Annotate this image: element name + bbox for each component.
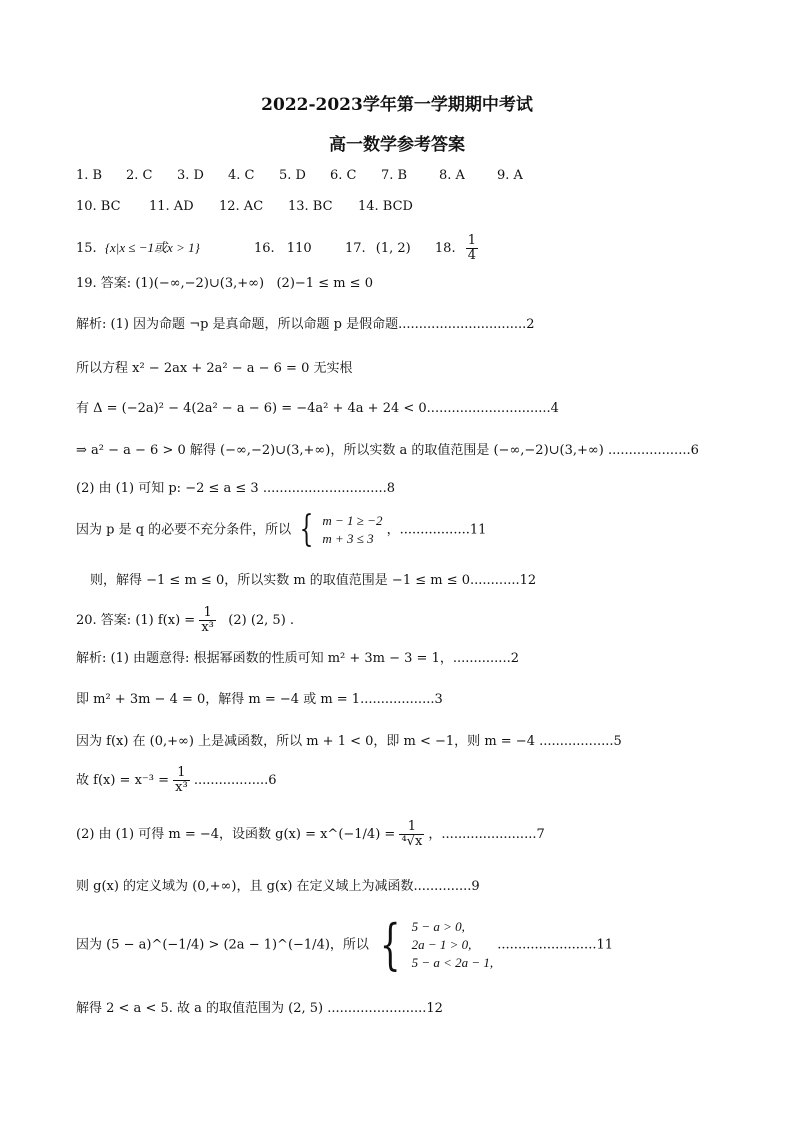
q20-solution-line-5 [76,820,545,849]
q20-l5-prefix: (2) 由 (1) 可得 m = −4，设函数 g(x) = x^(−1/4) = [76,827,396,842]
q16-label: 16. [253,241,275,256]
choice-answer: 1. B [76,168,103,183]
numerator: 1 [173,766,190,781]
q20-l4-prefix: 故 f(x) = x⁻³ = [76,773,170,788]
q19-answer-part2: (2)−1 ≤ m ≤ 0 [276,276,373,291]
q20-answer-part2: (2) (2, 5) . [228,613,295,628]
q15-answer: {x|x ≤ −1或x > 1} [104,240,200,255]
choice-answer: 3. D [177,168,204,183]
q19-answer-prefix: 19. 答案: [76,276,136,291]
choice-answer: 2. C [126,168,153,183]
choice-answer: 4. C [228,168,255,183]
q20-solution-line-1: 解析: (1) 由题意得: 根据幂函数的性质可知 m² + 3m − 3 = 1，..............2 [76,651,519,666]
q20-solution-line-2: 即 m² + 3m − 4 = 0，解得 m = −4 或 m = 1..................3 [76,692,443,707]
q20-l4-fraction [173,766,190,795]
choice-answer: 6. C [330,168,357,183]
q19-l6-suffix: ，.................11 [386,522,487,538]
q20-answer-fraction [199,606,216,635]
q19-system [322,512,382,548]
q20-l7-prefix: 因为 (5 − a)^(−1/4) > (2a − 1)^(−1/4)，所以 [76,937,369,953]
q20-answer-prefix: 20. 答案: (1) f(x) = [76,613,196,628]
page-subtitle: 高一数学参考答案 [329,135,465,155]
fill-answers-row [76,234,478,263]
q19-solution-line-2: 所以方程 x² − 2ax + 2a² − a − 6 = 0 无实根 [76,361,353,376]
q20-answer [76,606,294,635]
system-row: 2a − 1 > 0, [411,937,472,952]
q19-solution-line-4: ⇒ a² − a − 6 > 0 解得 (−∞,−2)∪(3,+∞)，所以实数 a 的取值范围是 (−∞,−2)∪(3,+∞) ....................6 [76,443,699,458]
choice-answer: 10. BC [76,199,121,214]
choice-answer: 9. A [497,168,523,183]
choice-answer: 14. BCD [358,199,413,214]
q19-solution-line-1: 解析: (1) 因为命题 ¬p 是真命题，所以命题 p 是假命题...............................2 [76,317,535,332]
choice-answer: 8. A [439,168,465,183]
choice-answer: 12. AC [219,199,264,214]
q20-l5-fraction [399,820,424,849]
q16-answer: 110 [286,241,312,256]
q18-fraction [466,234,478,263]
denominator: ⁴√x [401,834,423,849]
q19-solution-line-5: (2) 由 (1) 可知 p: −2 ≤ a ≤ 3 ..............................8 [76,481,396,496]
choice-answer: 11. AD [149,199,194,214]
numerator: 1 [199,606,216,621]
choice-answer: 7. B [381,168,408,183]
q20-solution-line-3: 因为 f(x) 在 (0,+∞) 上是减函数，所以 m + 1 < 0，即 m < −1，则 m = −4 ..................5 [76,734,622,749]
q17-answer: (1, 2) [375,241,411,256]
q19-solution-line-3: 有 Δ = (−2a)² − 4(2a² − a − 6) = −4a² + 4a + 24 < 0..............................4 [76,401,559,416]
q20-system [412,918,494,972]
system-row: 5 − a < 2a − 1, [411,955,494,970]
q19-answer-part1: (1)(−∞,−2)∪(3,+∞) [135,276,265,291]
q18-denominator: 4 [467,248,477,263]
q20-l5-suffix: ，.......................7 [428,827,545,842]
choice-row-1 [76,167,523,185]
left-brace: { [379,913,401,976]
q17-label: 17. [344,241,366,256]
q19-l6-prefix: 因为 p 是 q 的必要不充分条件，所以 [76,522,292,538]
choice-answer: 13. BC [288,199,333,214]
q20-l4-suffix: ..................6 [193,773,277,788]
system-row: 5 − a > 0, [411,919,465,934]
choice-answer: 5. D [279,168,306,183]
denominator: x³ [201,620,214,635]
choice-row-2 [76,198,413,216]
page-title: 2022-2023学年第一学期期中考试 [261,95,533,115]
q18-numerator: 1 [467,233,477,248]
q20-l7-suffix: ........................11 [497,937,613,953]
q20-solution-line-6: 则 g(x) 的定义域为 (0,+∞)，且 g(x) 在定义域上为减函数..............9 [76,879,480,894]
q19-solution-line-7: 则，解得 −1 ≤ m ≤ 0，所以实数 m 的取值范围是 −1 ≤ m ≤ 0............12 [90,573,537,588]
numerator: 1 [399,820,424,835]
q15-label: 15. [76,241,97,256]
q20-solution-line-8: 解得 2 < a < 5. 故 a 的取值范围为 (2, 5) ........................12 [76,1001,443,1016]
q18-label: 18. [434,241,456,256]
left-brace: { [299,509,314,550]
q20-solution-line-4 [76,766,277,795]
system-row: m + 3 ≤ 3 [322,531,374,546]
q19-solution-line-6 [76,509,487,550]
q20-solution-line-7 [76,913,613,976]
denominator: x³ [175,780,188,795]
system-row: m − 1 ≥ −2 [322,513,383,528]
q19-answer [76,275,373,293]
